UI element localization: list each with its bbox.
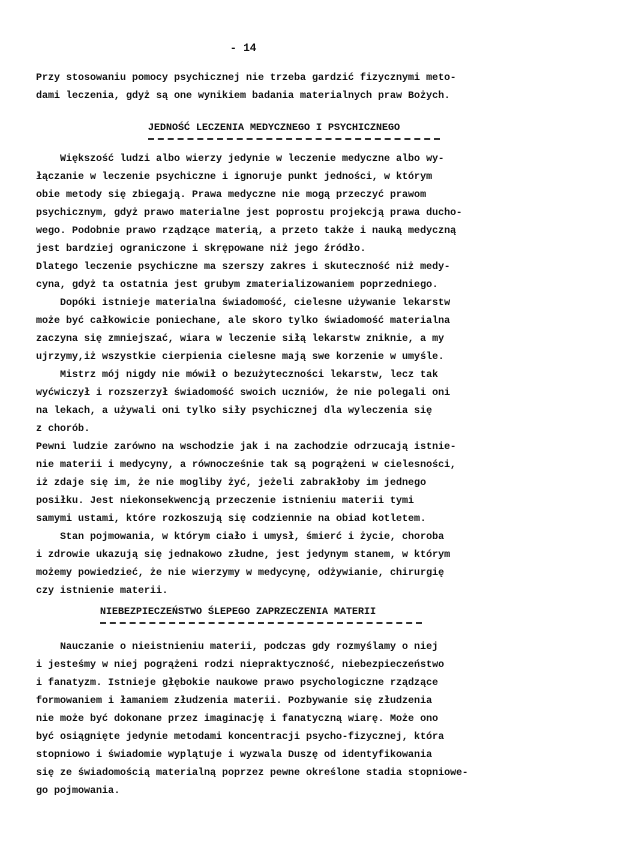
text-line: być osiągnięte jedynie metodami koncentracji psycho-fizycznej, która: [36, 732, 445, 743]
heading-underline: [148, 138, 440, 140]
text-line: czy istnienie materii.: [36, 586, 169, 597]
text-line: i zdrowie ukazują się jednakowo złudne, jest jedynym stanem, w którym: [36, 550, 451, 561]
text-line: może być całkowicie poniechane, ale skoro tylko świadomość materialna: [36, 316, 451, 327]
section-heading-unity: JEDNOŚĆ LECZENIA MEDYCZNEGO I PSYCHICZNEGO: [148, 123, 401, 134]
text-line: z chorób.: [36, 424, 91, 435]
text-line: i fanatyzm. Istnieje głębokie naukowe prawo psychologiczne rządzące: [36, 678, 439, 689]
text-line: psychicznym, gdyż prawo materialne jest poprostu projekcją prawa ducho-: [36, 208, 463, 219]
text-line: wyćwiczył i rozszerzył świadomość swoich uczniów, że nie polegali oni: [36, 388, 451, 399]
text-line: samymi ustami, które rozkoszują się codziennie na obiad kotletem.: [36, 514, 427, 525]
text-line: i jesteśmy w niej pogrążeni rodzi niepraktyczność, niebezpieczeństwo: [36, 660, 445, 671]
section-heading-danger: NIEBEZPIECZEŃSTWO ŚLEPEGO ZAPRZECZENIA MATERII: [100, 607, 377, 618]
text-line: Stan pojmowania, w którym ciało i umysł, śmierć i życie, choroba: [36, 532, 445, 543]
text-line: dami leczenia, gdyż są one wynikiem badania materialnych praw Bożych.: [36, 91, 451, 102]
text-line: go pojmowania.: [36, 786, 121, 797]
text-line: posiłku. Jest niekonsekwencją przeczenie istnieniu materii tymi: [36, 496, 415, 507]
text-line: nie może być dokonane przez imaginację i fanatyczną wiarę. Może ono: [36, 714, 439, 725]
text-line: Przy stosowaniu pomocy psychicznej nie trzeba gardzić fizycznymi meto-: [36, 73, 457, 84]
text-line: wego. Podobnie prawo rządzące materią, a przeto także i nauką medyczną: [36, 226, 457, 237]
text-line: na lekach, a używali oni tylko siły psychicznej dla wyleczenia się: [36, 406, 433, 417]
text-line: stopniowo i świadomie wyplątuje i wyzwala Duszę od identyfikowania: [36, 750, 433, 761]
text-line: Dopóki istnieje materialna świadomość, cielesne używanie lekarstw: [36, 298, 451, 309]
text-line: Dlatego leczenie psychiczne ma szerszy zakres i skuteczność niż medy-: [36, 262, 451, 273]
text-line: Mistrz mój nigdy nie mówił o bezużyteczności lekarstw, lecz tak: [36, 370, 439, 381]
text-line: ujrzymy,iż wszystkie cierpienia cielesne mają swe korzenie w umyśle.: [36, 352, 445, 363]
text-line: możemy powiedzieć, że nie wierzymy w medycynę, odżywianie, chirurgię: [36, 568, 445, 579]
text-line: zaczyna się zmniejszać, wiara w leczenie siłą lekarstw zniknie, a my: [36, 334, 445, 345]
page-number: - 14: [230, 43, 257, 55]
text-line: Pewni ludzie zarówno na wschodzie jak i na zachodzie odrzucają istnie-: [36, 442, 457, 453]
text-line: iż zdaje się im, że nie mogliby żyć, jeżeli zabrakłoby im jednego: [36, 478, 427, 489]
text-line: obie metody się zbiegają. Prawa medyczne nie mogą przeczyć prawom: [36, 190, 427, 201]
text-line: łączanie w leczenie psychiczne i ignoruje punkt jedności, w którym: [36, 172, 433, 183]
text-line: się ze świadomością materialną poprzez pewne określone stadia stopniowe-: [36, 768, 469, 779]
text-line: Nauczanie o nieistnieniu materii, podczas gdy rozmyślamy o niej: [36, 642, 439, 653]
heading-underline: [100, 622, 422, 624]
text-line: nie materii i medycyny, a równocześnie tak są pogrążeni w cielesności,: [36, 460, 457, 471]
text-line: formowaniem i łamaniem złudzenia materii. Pozbywanie się złudzenia: [36, 696, 433, 707]
text-line: Większość ludzi albo wierzy jedynie w leczenie medyczne albo wy-: [36, 154, 445, 165]
text-line: cyna, gdyż ta ostatnia jest grubym zmaterializowaniem poprzedniego.: [36, 280, 439, 291]
text-line: jest bardziej ograniczone i skrępowane niż jego źródło.: [36, 244, 367, 255]
